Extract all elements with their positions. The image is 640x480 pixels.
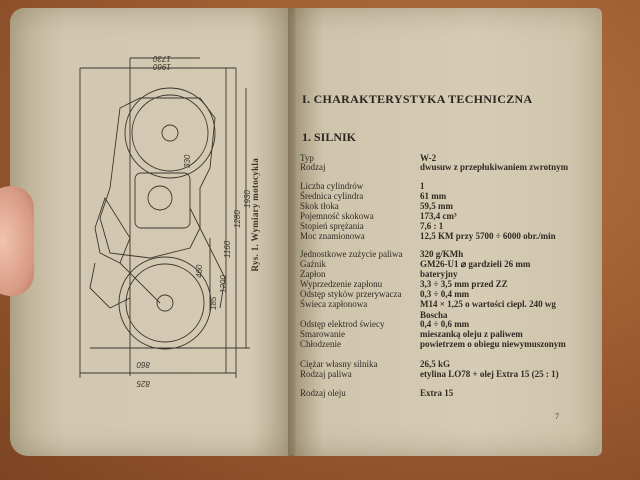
rear-wheel [125, 88, 215, 178]
spec-value: W-2 [420, 153, 437, 163]
rear-wheel-rim [132, 95, 208, 171]
spec-value: 26,5 kG [420, 359, 451, 369]
spec-value: M14 × 1,25 o wartości ciepl. 240 wg Boscha [420, 299, 556, 320]
dimension-label: 1930 [243, 190, 252, 208]
spec-label: Zapłon [300, 269, 326, 279]
front-wheel-rim [126, 264, 204, 342]
spec-value: 7,6 : 1 [420, 221, 444, 231]
dimension-label: 825 [136, 379, 150, 388]
dimension-label: 1960 [153, 62, 171, 71]
motorcycle-body-outline [100, 98, 215, 258]
spec-label: Odstęp elektrod świecy [300, 319, 385, 329]
dimension-label: 1730 [153, 54, 171, 63]
spec-label: Stopień sprężania [300, 221, 364, 231]
motorcycle-dimension-drawing [50, 48, 260, 388]
dimension-label: 460 [195, 264, 204, 278]
spec-value: 0,3 ÷ 0,4 mm [420, 289, 470, 299]
spec-value: Extra 15 [420, 388, 454, 398]
spec-value: 0,4 ÷ 0,6 mm [420, 319, 470, 329]
page-number: 7 [555, 412, 559, 421]
spec-label: Skok tłoka [300, 201, 339, 211]
spec-value: mieszanką oleju z paliwem [420, 329, 523, 339]
spec-value: 173,4 cm³ [420, 211, 457, 221]
spec-label: Pojemność skokowa [300, 211, 374, 221]
open-booklet [0, 8, 604, 456]
spec-value: etylina LO78 + olej Extra 15 (25 : 1) [420, 369, 559, 379]
spec-label: Średnica cylindra [300, 191, 364, 201]
spec-value: 12,5 KM przy 5700 ÷ 6000 obr./min [420, 231, 556, 241]
spec-value: 59,5 mm [420, 201, 453, 211]
spec-label: Moc znamionowa [300, 231, 365, 241]
spec-label: Rodzaj [300, 162, 326, 172]
rear-hub [162, 125, 178, 141]
dimension-label: 185 [209, 296, 218, 310]
spec-label: Chłodzenie [300, 339, 341, 349]
booklet-spine [288, 8, 296, 456]
spec-value: 61 mm [420, 191, 447, 201]
spec-label: Ciężar własny silnika [300, 359, 378, 369]
spec-label: Rodzaj paliwa [300, 369, 352, 379]
engine-block [135, 173, 190, 228]
dimension-label: 860 [136, 360, 150, 369]
spec-label: Typ [300, 153, 314, 163]
spec-value: 1 [420, 181, 425, 191]
spec-label: Gaźnik [300, 259, 326, 269]
dimension-label: 1280 [233, 210, 242, 228]
dimension-label: 330 [183, 154, 192, 168]
spec-label: Odstęp styków przerywacza [300, 289, 402, 299]
spec-value: 3,3 ÷ 3,5 mm przed ZZ [420, 279, 508, 289]
dimension-label: 1160 [223, 240, 232, 258]
holding-thumb [0, 186, 34, 296]
spec-label: Wyprzedzenie zapłonu [300, 279, 383, 289]
spec-label: Smarowanie [300, 329, 345, 339]
spec-value: bateryjny [420, 269, 458, 279]
spec-value: powietrzem o obiegu niewymuszonym [420, 339, 566, 349]
handlebar [90, 263, 130, 308]
front-fork [120, 263, 160, 303]
section-title: 1. SILNIK [302, 130, 357, 144]
engine-cover [148, 186, 172, 210]
spec-label: Jednostkowe zużycie paliwa [300, 249, 403, 259]
figure-caption: Rys. 1. Wymiary motocykla [250, 158, 260, 272]
spec-label: Świeca zapłonowa [300, 299, 368, 309]
spec-value: 320 g/KMh [420, 249, 464, 259]
spec-label: Liczba cylindrów [300, 181, 364, 191]
spec-label: Rodzaj oleju [300, 388, 346, 398]
spec-value: GM26-U1 ⌀ gardzieli 26 mm [420, 259, 531, 269]
spec-value: dwusuw z przepłukiwaniem zwrotnym [420, 162, 569, 172]
dimension-label: 1200 [219, 275, 228, 293]
chapter-title: I. CHARAKTERYSTYKA TECHNICZNA [302, 92, 533, 106]
